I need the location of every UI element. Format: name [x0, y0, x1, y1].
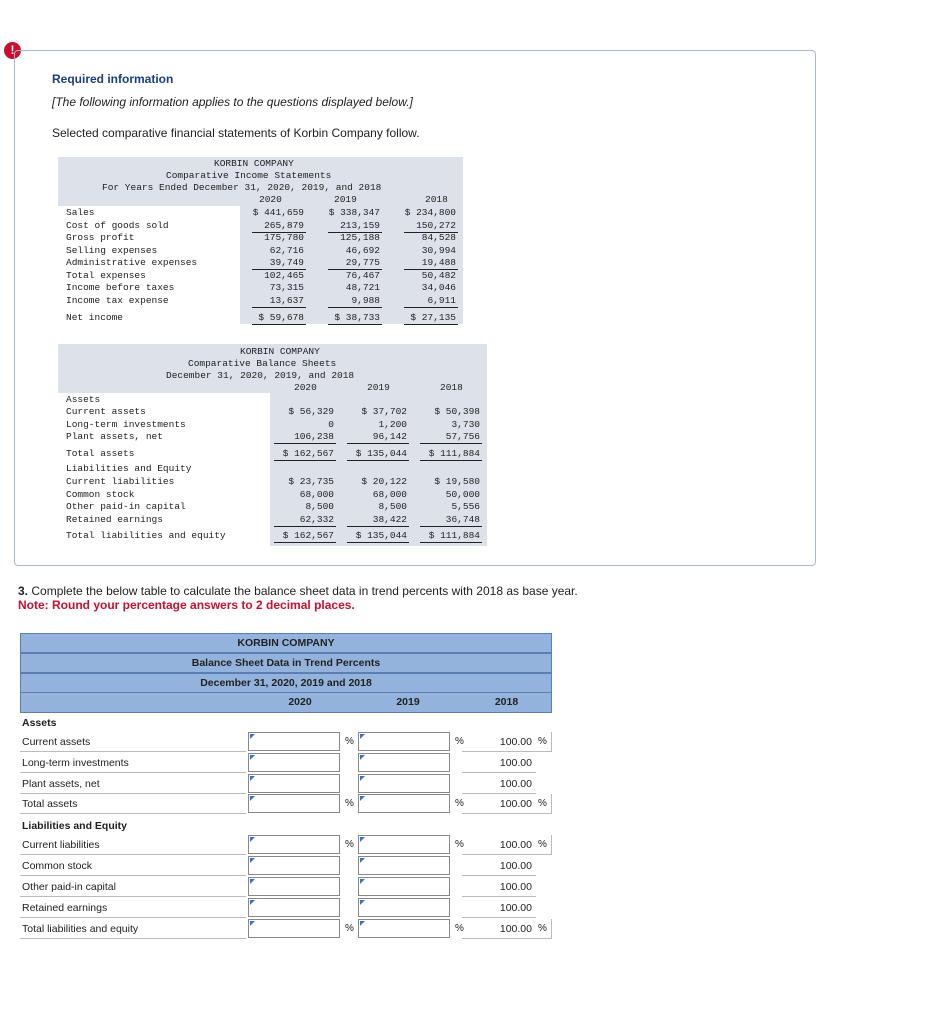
input-marker-icon — [250, 776, 255, 781]
trend-2020-input[interactable] — [248, 835, 340, 854]
trend-row-divider — [20, 875, 246, 876]
trend-2018-value: 100.00 — [499, 757, 532, 769]
balance-underline — [420, 443, 482, 444]
input-marker-icon — [250, 837, 255, 842]
balance-asset-value: $ 135,044 — [355, 448, 407, 459]
balance-liab-value: 50,000 — [445, 489, 480, 500]
trend-2019-input[interactable] — [358, 919, 450, 938]
income-row-value: 265,879 — [264, 220, 304, 231]
input-marker-icon — [360, 879, 365, 884]
income-row-value: $ 441,659 — [252, 207, 304, 218]
trend-title: Balance Sheet Data in Trend Percents — [20, 653, 552, 673]
trend-2019-input[interactable] — [358, 856, 450, 875]
trend-2020-input[interactable] — [248, 774, 340, 793]
balance-asset-value: 57,756 — [445, 431, 480, 442]
trend-2019-input[interactable] — [358, 835, 450, 854]
income-period: For Years Ended December 31, 2020, 2019, and 2018 — [102, 182, 382, 193]
balance-year-2018: 2018 — [440, 382, 463, 393]
income-row-value: 9,988 — [351, 295, 380, 306]
trend-row-label: Total assets — [22, 798, 78, 810]
income-row-value: 213,159 — [340, 220, 380, 231]
balance-asset-value: 96,142 — [372, 431, 407, 442]
income-row-value: 175,780 — [264, 232, 304, 243]
income-row-value: 76,467 — [345, 270, 380, 281]
trend-2018-value: 100.00 — [499, 839, 532, 851]
percent-sign: % — [538, 923, 547, 934]
trend-2020-input[interactable] — [248, 753, 340, 772]
balance-liab-heading: Liabilities and Equity — [66, 463, 192, 474]
percent-sign: % — [538, 839, 547, 850]
income-row-label: Net income — [66, 312, 124, 323]
balance-asset-value: 0 — [328, 419, 334, 430]
income-row-value: $ 234,800 — [404, 207, 456, 218]
balance-liab-value: 8,500 — [378, 501, 407, 512]
balance-asset-value: $ 50,398 — [434, 406, 480, 417]
trend-2018-divider — [462, 751, 552, 752]
trend-row-label: Retained earnings — [22, 902, 108, 914]
balance-liab-value: 68,000 — [372, 489, 407, 500]
income-row-value: 30,994 — [421, 245, 456, 256]
trend-2018-value: 100.00 — [499, 902, 532, 914]
trend-2018-divider — [462, 875, 536, 876]
trend-row-label: Plant assets, net — [22, 778, 100, 790]
input-marker-icon — [360, 858, 365, 863]
trend-2018-divider — [462, 772, 536, 773]
trend-2019-input[interactable] — [358, 732, 450, 751]
income-row-label: Cost of goods sold — [66, 220, 169, 231]
percent-sign: % — [538, 798, 547, 809]
trend-row-label: Common stock — [22, 860, 93, 872]
balance-asset-value: 106,238 — [294, 431, 334, 442]
input-marker-icon — [360, 755, 365, 760]
income-row-value: 73,315 — [269, 282, 304, 293]
required-title: Required information — [52, 72, 174, 86]
trend-2018-divider — [462, 917, 536, 918]
trend-2018-border — [551, 835, 552, 855]
balance-asset-label: Current assets — [66, 406, 146, 417]
balance-year-2019: 2019 — [367, 382, 390, 393]
trend-2018-divider — [462, 793, 536, 794]
trend-2018-value: 100.00 — [499, 881, 532, 893]
income-row-value: 62,716 — [269, 245, 304, 256]
trend-row-label: Other paid-in capital — [22, 881, 116, 893]
trend-period: December 31, 2020, 2019 and 2018 — [20, 673, 552, 693]
balance-company: KORBIN COMPANY — [240, 346, 320, 357]
trend-2018-border — [551, 794, 552, 814]
question-text — [18, 584, 578, 598]
question-note: Note: Round your percentage answers to 2 decimal places. — [18, 598, 355, 612]
trend-row-divider — [20, 793, 246, 794]
input-marker-icon — [250, 921, 255, 926]
percent-sign: % — [455, 736, 464, 747]
required-subtitle: [The following information applies to the questions displayed below.] — [52, 95, 413, 109]
income-row-value: 48,721 — [345, 282, 380, 293]
trend-row-divider — [20, 917, 246, 918]
input-marker-icon — [360, 796, 365, 801]
required-intro: Selected comparative financial statements of Korbin Company follow. — [52, 126, 420, 140]
trend-2018-border — [551, 919, 552, 939]
trend-2020-input[interactable] — [248, 794, 340, 813]
income-row-value: 13,637 — [269, 295, 304, 306]
trend-row-divider — [20, 751, 246, 752]
trend-row-divider — [20, 813, 246, 814]
trend-2019-input[interactable] — [358, 877, 450, 896]
percent-sign: % — [538, 736, 547, 747]
income-company: KORBIN COMPANY — [214, 158, 294, 169]
input-marker-icon — [250, 900, 255, 905]
income-underline — [328, 324, 382, 325]
balance-liab-label: Retained earnings — [66, 514, 163, 525]
income-year-2018: 2018 — [425, 194, 448, 205]
income-row-value: 6,911 — [427, 295, 456, 306]
balance-underline — [347, 542, 409, 543]
balance-liab-value: $ 162,567 — [282, 530, 334, 541]
trend-2018-value: 100.00 — [499, 778, 532, 790]
income-row-value: $ 27,135 — [410, 312, 456, 323]
trend-row-label: Current assets — [22, 736, 91, 748]
balance-liab-value: $ 135,044 — [355, 530, 407, 541]
balance-underline — [347, 443, 409, 444]
balance-liab-value: 38,422 — [372, 514, 407, 525]
income-row-value: 19,488 — [421, 257, 456, 268]
income-row-label: Selling expenses — [66, 245, 158, 256]
balance-asset-value: $ 162,567 — [282, 448, 334, 459]
income-underline — [328, 307, 382, 308]
trend-2020-input[interactable] — [248, 898, 340, 917]
trend-2020-input[interactable] — [248, 877, 340, 896]
income-row-value: 46,692 — [345, 245, 380, 256]
balance-underline — [274, 460, 336, 461]
trend-2018-value: 100.00 — [499, 860, 532, 872]
balance-liab-label: Total liabilities and equity — [66, 530, 226, 541]
trend-2019-input[interactable] — [358, 774, 450, 793]
income-row-value: $ 38,733 — [334, 312, 380, 323]
percent-sign: % — [345, 923, 354, 934]
income-row-value: 34,046 — [421, 282, 456, 293]
trend-2018-divider — [462, 938, 552, 939]
percent-sign: % — [455, 839, 464, 850]
trend-year-2020: 2020 — [246, 693, 354, 713]
trend-row-divider — [20, 772, 246, 773]
input-marker-icon — [250, 734, 255, 739]
income-row-label: Income before taxes — [66, 282, 175, 293]
trend-2019-input[interactable] — [358, 898, 450, 917]
income-row-label: Gross profit — [66, 232, 135, 243]
alert-icon: ! — [4, 42, 21, 59]
input-marker-icon — [250, 858, 255, 863]
percent-sign: % — [345, 736, 354, 747]
income-year-2019: 2019 — [334, 194, 357, 205]
income-row-value: 50,482 — [421, 270, 456, 281]
income-row-value: 102,465 — [264, 270, 304, 281]
input-marker-icon — [250, 755, 255, 760]
balance-asset-value: $ 111,884 — [428, 448, 480, 459]
income-row-label: Sales — [66, 207, 95, 218]
balance-year-2020: 2020 — [294, 382, 317, 393]
input-marker-icon — [360, 921, 365, 926]
income-row-value: 39,749 — [269, 257, 304, 268]
trend-2018-value: 100.00 — [499, 923, 532, 935]
trend-row-label: Current liabilities — [22, 839, 100, 851]
balance-liab-value: 68,000 — [299, 489, 334, 500]
income-row-value: 84,528 — [421, 232, 456, 243]
question-body: Complete the below table to calculate the balance sheet data in trend percents with 2018 as base year. — [31, 584, 578, 598]
balance-liab-label: Common stock — [66, 489, 135, 500]
income-year-2020: 2020 — [259, 194, 282, 205]
balance-liab-value: 62,332 — [299, 514, 334, 525]
input-marker-icon — [360, 734, 365, 739]
balance-asset-value: 1,200 — [378, 419, 407, 430]
percent-sign: % — [455, 798, 464, 809]
balance-title: Comparative Balance Sheets — [188, 358, 337, 369]
trend-2018-divider — [462, 813, 552, 814]
income-underline — [252, 307, 306, 308]
balance-underline — [347, 460, 409, 461]
income-row-label: Administrative expenses — [66, 257, 198, 268]
input-marker-icon — [360, 776, 365, 781]
trend-2020-input[interactable] — [248, 856, 340, 875]
trend-row-divider — [20, 854, 246, 855]
trend-row-label: Long-term investments — [22, 757, 129, 769]
income-underline — [404, 307, 458, 308]
input-marker-icon — [360, 837, 365, 842]
question-number: 3. — [18, 584, 29, 598]
trend-year-2018: 2018 — [462, 693, 552, 713]
balance-liab-label: Other paid-in capital — [66, 501, 186, 512]
income-title: Comparative Income Statements — [166, 170, 332, 181]
balance-underline — [420, 542, 482, 543]
balance-asset-label: Plant assets, net — [66, 431, 163, 442]
trend-assets-heading: Assets — [22, 717, 57, 729]
balance-period: December 31, 2020, 2019, and 2018 — [166, 370, 355, 381]
input-marker-icon — [250, 796, 255, 801]
trend-2019-input[interactable] — [358, 753, 450, 772]
balance-asset-label: Long-term investments — [66, 419, 186, 430]
balance-liab-value: $ 111,884 — [428, 530, 480, 541]
trend-liab-heading: Liabilities and Equity — [22, 820, 128, 832]
balance-liab-value: 8,500 — [305, 501, 334, 512]
trend-2018-value: 100.00 — [499, 736, 532, 748]
trend-2018-value: 100.00 — [499, 798, 532, 810]
income-row-value: 125,188 — [340, 232, 380, 243]
balance-underline — [274, 526, 336, 527]
balance-underline — [347, 526, 409, 527]
income-underline — [252, 324, 306, 325]
input-marker-icon — [250, 879, 255, 884]
trend-2018-divider — [462, 854, 552, 855]
trend-year-blank — [20, 693, 246, 713]
trend-row-divider — [20, 938, 246, 939]
percent-sign: % — [455, 923, 464, 934]
balance-assets-heading: Assets — [66, 394, 101, 405]
income-row-value: 29,775 — [345, 257, 380, 268]
balance-liab-value: $ 20,122 — [361, 476, 407, 487]
input-marker-icon — [360, 900, 365, 905]
trend-2018-border — [551, 732, 552, 752]
income-underline — [404, 324, 458, 325]
income-row-value: 150,272 — [416, 220, 456, 231]
balance-underline — [420, 526, 482, 527]
income-row-value: $ 59,678 — [258, 312, 304, 323]
percent-sign: % — [345, 798, 354, 809]
percent-sign: % — [345, 839, 354, 850]
balance-liab-value: $ 19,580 — [434, 476, 480, 487]
trend-row-label: Total liabilities and equity — [22, 923, 139, 935]
trend-year-2019: 2019 — [354, 693, 462, 713]
income-row-value: $ 338,347 — [328, 207, 380, 218]
trend-2019-input[interactable] — [358, 794, 450, 813]
balance-liab-label: Current liabilities — [66, 476, 175, 487]
income-row-label: Income tax expense — [66, 295, 169, 306]
balance-liab-value: 5,556 — [451, 501, 480, 512]
balance-underline — [274, 542, 336, 543]
balance-underline — [274, 443, 336, 444]
balance-asset-value: $ 37,702 — [361, 406, 407, 417]
balance-asset-label: Total assets — [66, 448, 135, 459]
trend-2018-divider — [462, 896, 536, 897]
balance-liab-value: 36,748 — [445, 514, 480, 525]
balance-asset-value: $ 56,329 — [288, 406, 334, 417]
balance-liab-value: $ 23,735 — [288, 476, 334, 487]
balance-asset-value: 3,730 — [451, 419, 480, 430]
trend-company: KORBIN COMPANY — [20, 633, 552, 653]
balance-underline — [420, 460, 482, 461]
trend-2020-input[interactable] — [248, 732, 340, 751]
trend-2020-input[interactable] — [248, 919, 340, 938]
trend-row-divider — [20, 896, 246, 897]
income-row-label: Total expenses — [66, 270, 146, 281]
